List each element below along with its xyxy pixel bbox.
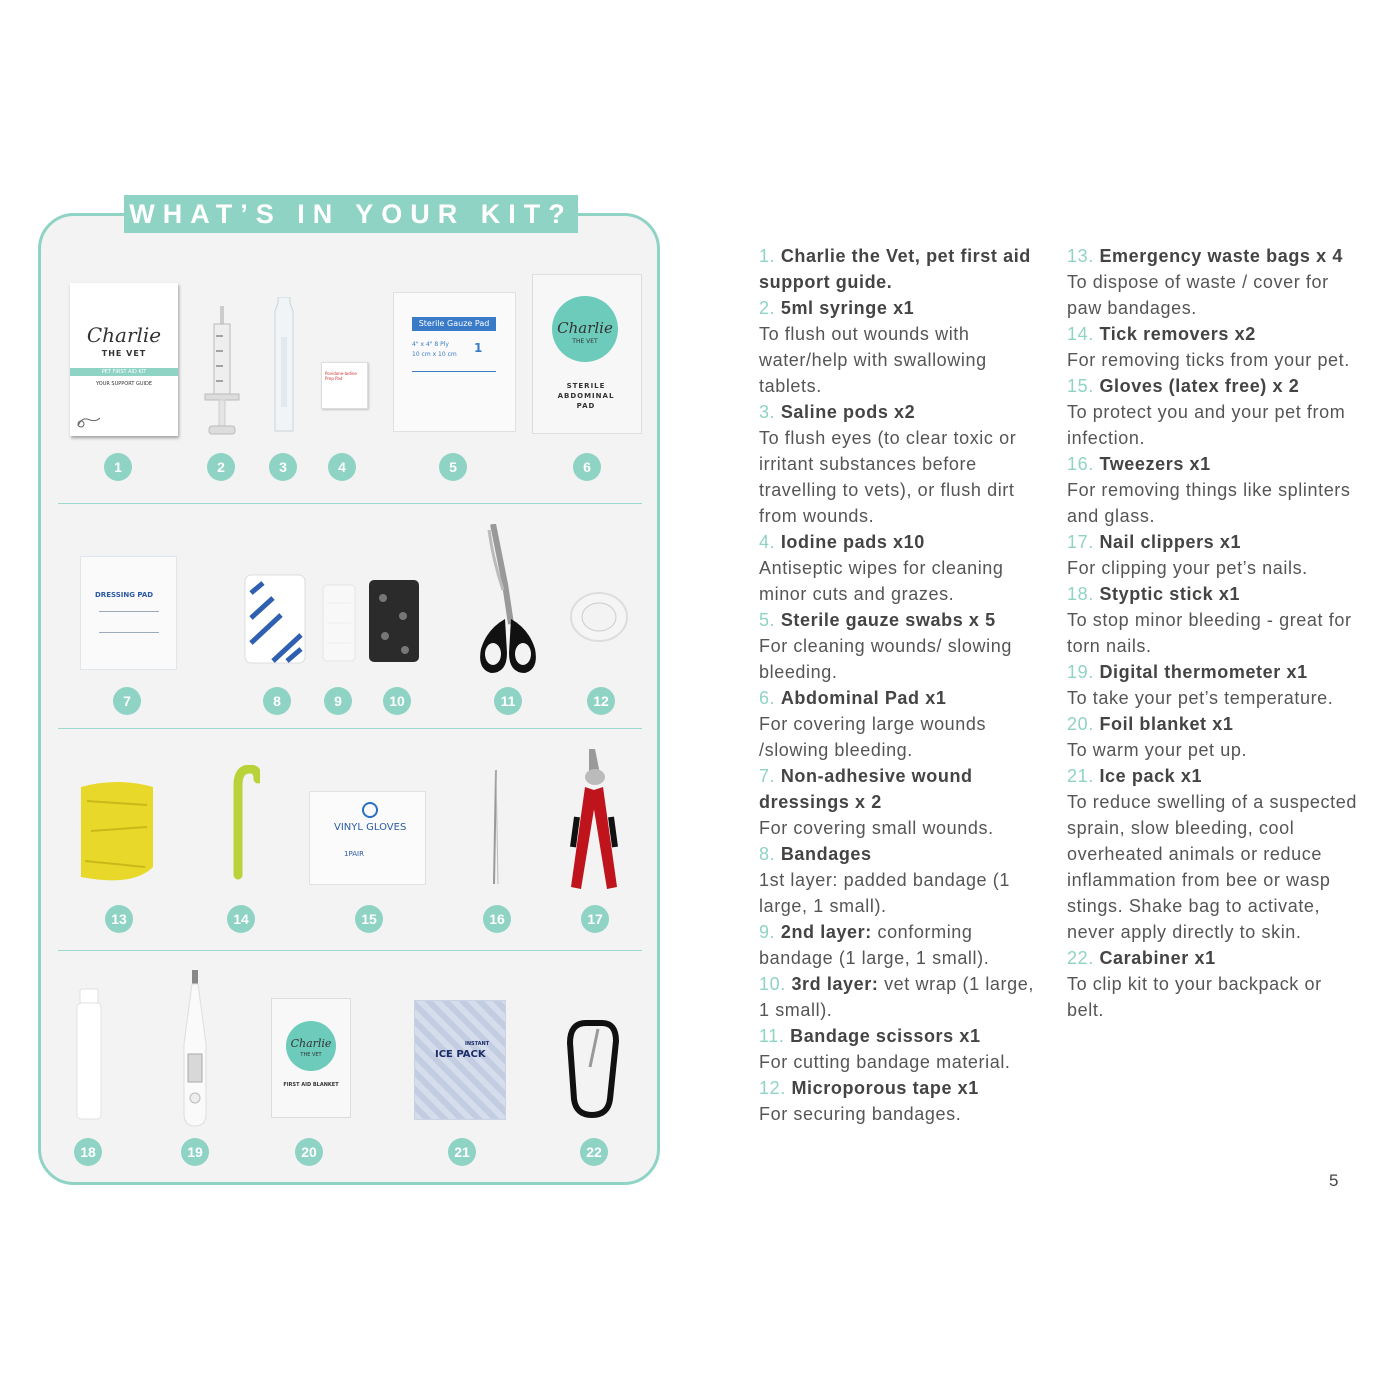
- item-number-badge: 12: [587, 687, 615, 715]
- thermometer-icon: [178, 968, 212, 1128]
- item-entry-title: Foil blanket x1: [1099, 714, 1234, 734]
- ice-instant: INSTANT: [465, 1041, 490, 1047]
- microporous-tape-icon: [569, 591, 629, 643]
- item-entry-number: 20.: [1067, 714, 1100, 734]
- item-entry-number: 8.: [759, 844, 781, 864]
- blanket-brand: Charlie: [290, 1037, 332, 1050]
- item-entry-title: Digital thermometer x1: [1099, 662, 1308, 682]
- item-entry-number: 16.: [1067, 454, 1100, 474]
- item-list-left: [759, 243, 1049, 1127]
- item-number-badge: 14: [227, 905, 255, 933]
- carabiner-icon: [566, 1017, 620, 1119]
- item-entry: [759, 295, 1049, 399]
- conforming-bandage-icon: [321, 583, 357, 663]
- item-entry: [1067, 451, 1357, 529]
- item-entry-number: 17.: [1067, 532, 1100, 552]
- gauze-pad-package: [393, 292, 516, 432]
- item-entry-title: Non-adhesive wound dressings x 2: [759, 766, 973, 812]
- item-number-badge: 2: [207, 453, 235, 481]
- abd-brand: Charlie: [557, 319, 613, 337]
- item-number-badge: 5: [439, 453, 467, 481]
- item-entry-title: 3rd layer:: [791, 974, 879, 994]
- item-entry-number: 19.: [1067, 662, 1100, 682]
- item-entry-title: Carabiner x1: [1099, 948, 1216, 968]
- item-entry-number: 11.: [759, 1026, 791, 1046]
- ice-label: ICE PACK: [435, 1049, 486, 1060]
- vinyl-gloves-package: [309, 791, 426, 885]
- item-entry: [759, 919, 1049, 971]
- item-number-badge: 16: [483, 905, 511, 933]
- item-entry-title: Abdominal Pad x1: [780, 688, 947, 708]
- item-entry-number: 10.: [759, 974, 792, 994]
- item-entry-title: Bandages: [780, 844, 872, 864]
- item-entry: [759, 243, 1049, 295]
- item-number-badge: 8: [263, 687, 291, 715]
- dog-outline-icon: [75, 411, 105, 431]
- item-entry-title: 2nd layer:: [780, 922, 872, 942]
- iodine-pad: [321, 362, 368, 409]
- item-entry-title: Charlie the Vet, pet first aid support guide.: [759, 246, 1031, 292]
- item-entry-title: Microporous tape x1: [791, 1078, 979, 1098]
- item-entry-title: Styptic stick x1: [1099, 584, 1241, 604]
- dressing-pad-package: [80, 556, 177, 670]
- item-entry: [759, 1023, 1049, 1075]
- item-entry-title: Tweezers x1: [1099, 454, 1211, 474]
- item-number-badge: 18: [74, 1138, 102, 1166]
- item-entry-number: 5.: [759, 610, 781, 630]
- item-entry-description: To take your pet’s temperature.: [1067, 688, 1334, 708]
- item-entry-title: Ice pack x1: [1099, 766, 1203, 786]
- panel-title: WHAT’S IN YOUR KIT?: [124, 195, 578, 233]
- item-number-badge: 21: [448, 1138, 476, 1166]
- item-number-badge: 20: [295, 1138, 323, 1166]
- guide-kit-band: PET FIRST AID KIT: [70, 368, 178, 376]
- item-entry: [1067, 373, 1357, 451]
- item-list-right: [1067, 243, 1357, 1023]
- item-entry: [1067, 763, 1357, 945]
- item-entry-number: 22.: [1067, 948, 1100, 968]
- item-number-badge: 3: [269, 453, 297, 481]
- row-divider: [58, 728, 642, 729]
- item-entry: [759, 867, 1049, 919]
- tweezers-icon: [490, 768, 502, 886]
- gauze-cm: 10 cm x 10 cm: [412, 351, 457, 358]
- item-number-badge: 11: [494, 687, 522, 715]
- item-number-badge: 9: [324, 687, 352, 715]
- waste-bags-icon: [77, 781, 157, 883]
- tick-remover-icon: [224, 765, 260, 883]
- item-entry-title: Bandage scissors x1: [790, 1026, 981, 1046]
- item-entry-title: Saline pods x2: [780, 402, 916, 422]
- item-entry-description: For securing bandages.: [759, 1104, 962, 1124]
- item-number-badge: 19: [181, 1138, 209, 1166]
- padded-bandage-icon: [243, 573, 307, 665]
- gauze-symbols: [412, 371, 496, 378]
- item-entry-title: Nail clippers x1: [1099, 532, 1242, 552]
- item-entry-description: For removing ticks from your pet.: [1067, 350, 1350, 370]
- item-entry-number: 9.: [759, 922, 781, 942]
- gloves-logo-icon: [362, 802, 378, 818]
- item-entry-description: To warm your pet up.: [1067, 740, 1248, 760]
- item-entry-title: Gloves (latex free) x 2: [1099, 376, 1300, 396]
- gauze-size: 4" x 4" 8 Ply: [412, 341, 449, 348]
- item-entry-number: 13.: [1067, 246, 1100, 266]
- item-entry-number: 7.: [759, 766, 781, 786]
- saline-pod-icon: [271, 297, 297, 437]
- styptic-stick-icon: [74, 987, 104, 1121]
- item-number-badge: 15: [355, 905, 383, 933]
- item-entry-description: To dispose of waste / cover for paw bandages.: [1067, 272, 1329, 318]
- item-entry-number: 21.: [1067, 766, 1100, 786]
- row-divider: [58, 950, 642, 951]
- item-entry-description: For covering small wounds.: [759, 818, 994, 838]
- vet-wrap-icon: [367, 578, 421, 664]
- item-number-badge: 17: [581, 905, 609, 933]
- item-entry-number: 12.: [759, 1078, 792, 1098]
- item-entry-title: Iodine pads x10: [780, 532, 925, 552]
- item-entry-description: vet wrap (1 large, 1 small).: [759, 974, 1034, 1020]
- item-entry: [1067, 243, 1357, 321]
- dressing-lines: [99, 611, 159, 633]
- blanket-sub: THE VET: [300, 1052, 322, 1058]
- abdominal-pad-package: [532, 274, 642, 434]
- item-entry-title: Sterile gauze swabs x 5: [780, 610, 996, 630]
- syringe-icon: [203, 306, 243, 440]
- item-entry-number: 2.: [759, 298, 781, 318]
- dressing-label: DRESSING PAD: [95, 591, 154, 599]
- item-entry-number: 18.: [1067, 584, 1100, 604]
- item-entry: [1067, 581, 1357, 659]
- item-number-badge: 13: [105, 905, 133, 933]
- item-entry-description: To clip kit to your backpack or belt.: [1067, 974, 1322, 1020]
- item-entry: [1067, 711, 1357, 763]
- item-number-badge: 1: [104, 453, 132, 481]
- item-entry-number: 3.: [759, 402, 781, 422]
- item-entry: [759, 763, 1049, 841]
- item-entry-description: For covering large wounds /slowing bleeding.: [759, 714, 987, 760]
- item-entry-description: For cleaning wounds/ slowing bleeding.: [759, 636, 1012, 682]
- ice-pack-package: [414, 1000, 506, 1120]
- item-entry-description: For clipping your pet’s nails.: [1067, 558, 1308, 578]
- item-entry: [1067, 659, 1357, 711]
- item-entry-description: To flush eyes (to clear toxic or irritant substances before travelling to vets), or flush dirt from wounds.: [759, 428, 1017, 526]
- item-entry-title: 5ml syringe x1: [780, 298, 915, 318]
- item-entry-description: To protect you and your pet from infection.: [1067, 402, 1346, 448]
- item-entry-description: 1st layer: padded bandage (1 large, 1 small).: [759, 870, 1010, 916]
- page-number: 5: [1329, 1171, 1339, 1190]
- item-entry-number: 1.: [759, 246, 781, 266]
- item-number-badge: 4: [328, 453, 356, 481]
- item-number-badge: 22: [580, 1138, 608, 1166]
- blanket-label: FIRST AID BLANKET: [283, 1082, 339, 1088]
- item-number-badge: 7: [113, 687, 141, 715]
- abd-sub: THE VET: [572, 338, 598, 345]
- item-entry: [1067, 529, 1357, 581]
- item-entry-title: Tick removers x2: [1099, 324, 1256, 344]
- guide-brand: Charlie: [86, 323, 162, 347]
- item-entry: [759, 529, 1049, 607]
- gloves-label: VINYL GLOVES: [334, 822, 407, 833]
- item-entry-description: For removing things like splinters and glass.: [1067, 480, 1351, 526]
- abd-label: STERILE ABDOMINAL PAD: [557, 382, 615, 410]
- item-entry-description: conforming bandage (1 large, 1 small).: [759, 922, 990, 968]
- item-entry-description: To flush out wounds with water/help with swallowing tablets.: [759, 324, 987, 396]
- item-entry: [759, 1075, 1049, 1127]
- item-entry-description: To stop minor bleeding - great for torn nails.: [1067, 610, 1352, 656]
- gauze-label: Sterile Gauze Pad: [412, 317, 496, 331]
- item-entry: [759, 399, 1049, 529]
- item-number-badge: 10: [383, 687, 411, 715]
- gauze-pc: 1: [474, 341, 483, 355]
- foil-blanket-package: [271, 998, 351, 1118]
- nail-clippers-icon: [567, 747, 621, 897]
- item-entry-title: Emergency waste bags x 4: [1099, 246, 1343, 266]
- item-entry: [759, 685, 1049, 763]
- support-guide-booklet: [70, 283, 178, 436]
- item-entry-number: 6.: [759, 688, 781, 708]
- item-entry: [759, 841, 1049, 867]
- guide-sub: THE VET: [101, 349, 147, 358]
- item-entry-number: 14.: [1067, 324, 1100, 344]
- bandage-scissors-icon: [475, 524, 541, 676]
- item-entry-description: For cutting bandage material.: [759, 1052, 1011, 1072]
- item-entry-number: 4.: [759, 532, 781, 552]
- iodine-label: Povidone-Iodine Prep Pad: [325, 371, 357, 381]
- ice-pattern: [415, 1001, 505, 1119]
- item-entry: [759, 971, 1049, 1023]
- item-entry: [1067, 945, 1357, 1023]
- guide-support: YOUR SUPPORT GUIDE: [95, 381, 152, 387]
- gloves-pair: 1PAIR: [344, 850, 364, 858]
- item-entry-description: To reduce swelling of a suspected sprain, slow bleeding, cool overheated animals or reduce inflammation from bee or wasp stings. Shake bag to activate, never apply directly to skin.: [1067, 792, 1357, 942]
- item-entry: [1067, 321, 1357, 373]
- item-entry-number: 15.: [1067, 376, 1100, 396]
- item-entry-description: Antiseptic wipes for cleaning minor cuts and grazes.: [759, 558, 1004, 604]
- item-number-badge: 6: [573, 453, 601, 481]
- item-entry: [759, 607, 1049, 685]
- row-divider: [58, 503, 642, 504]
